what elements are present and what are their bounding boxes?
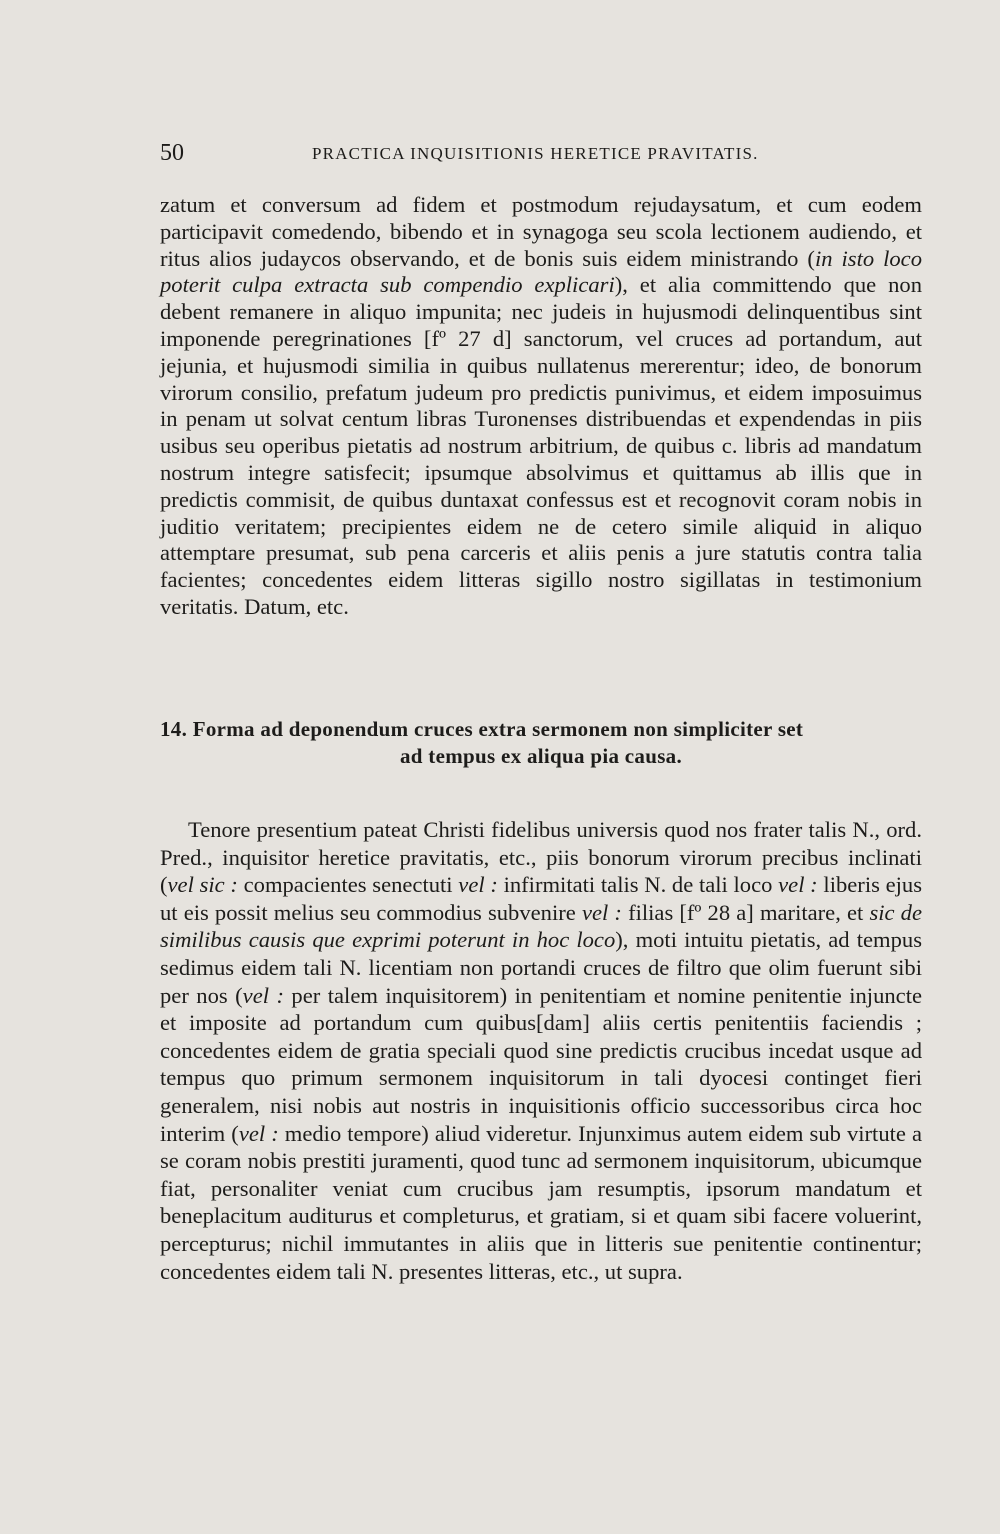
italic-instruction: vel : bbox=[238, 1120, 279, 1146]
text-run: filias [fº 28 a] maritare, et bbox=[621, 899, 870, 925]
text-run: per talem inquisitorem) in penitentiam et nomine penitentie injuncte et imposite ad portandum cum quibus[dam] aliis certis penitentiis faciendis ; concedentes eidem de gratia speciali quod sine predictis crucibus incedat usque ad tempus quo primum sermonem inquisitorum in tali dyocesi continget fieri generalem, nisi nobis aut nostris in inquisitionis officio successoribus circa hoc interim ( bbox=[160, 982, 922, 1146]
section-heading-line1: 14. Forma ad deponendum cruces extra sermonem non simpliciter set bbox=[160, 717, 804, 741]
text-run: compacientes senectuti bbox=[237, 872, 459, 898]
italic-instruction: vel : bbox=[242, 982, 284, 1008]
italic-instruction: in isto loco poterit culpa extracta sub compendio explicari bbox=[160, 245, 923, 298]
section-heading-line2: ad tempus ex aliqua pia causa. bbox=[399, 744, 683, 768]
continued-paragraph bbox=[160, 192, 922, 621]
text-run: zatum et conversum ad fidem et postmodum rejudaysatum, et cum eodem participavit comedendo, bibendo et in synagoga seu scola lectionem audiendo, et ritus alios judaycos observando, et de bonis suis eidem ministrando ( bbox=[160, 192, 922, 271]
running-head bbox=[160, 140, 920, 170]
section-paragraph bbox=[160, 816, 922, 1285]
text-run: ), et alia committendo que non debent remanere in aliquo impunita; nec judeis in hujusmodi delinquentibus sint imponende peregrinationes [fº 27 d] sanctorum, vel cruces ad portandum, aut jejunia, et hujusmodi similia in quibus nullatenus mererentur; ideo, de bonorum virorum consilio, prefatum judeum pro predictis punivimus, et eidem imposuimus in penam ut solvat centum libras Turonenses distribuendas et expendendas in piis usibus seu operibus pietatis ad nostrum arbitrium, de quibus c. libris ad mandatum nostrum integre satisfecit; ipsumque absolvimus et quittamus ab illis que in predictis commisit, de quibus duntaxat confessus est et recognovit coram nobis in juditio veritatem; precipientes eidem ne de cetero simile aliquid in aliquo attemptare presumat, sub pena carceris et aliis penis a jure statutis contra talia facientes; concedentes eidem litteras sigillo nostro sigillatas in testimonium veritatis. Datum, etc. bbox=[160, 272, 922, 619]
page-number: 50 bbox=[160, 140, 184, 166]
text-run: medio tempore) aliud videretur. Injunximus autem eidem sub virtute a se coram nobis prestiti juramenti, quod tunc ad sermonem inquisitorum, ubicumque fiat, personaliter veniat cum crucibus jam resumptis, ipsorum mandatum et beneplacitum auditurus et completurus, et gratiam, si et quam sibi facere voluerint, percepturus; nichil immutantes in aliis que in litteris sue penitentie continentur; concedentes eidem tali N. presentes litteras, etc., ut supra. bbox=[160, 1120, 922, 1284]
italic-instruction: vel : bbox=[778, 872, 818, 898]
italic-instruction: vel : bbox=[458, 872, 498, 898]
italic-instruction: vel sic : bbox=[167, 872, 238, 898]
running-title: PRACTICA INQUISITIONIS HERETICE PRAVITATIS. bbox=[312, 144, 759, 163]
italic-instruction: vel : bbox=[581, 899, 622, 925]
text-run: Tenore presentium pateat Christi fidelibus universis quod nos frater talis N., ord. Pred., inquisitor heretice pravitatis, etc., piis bonorum virorum precibus inclinati ( bbox=[160, 817, 922, 898]
text-run: infirmitati talis N. de tali loco bbox=[497, 872, 779, 898]
section-heading bbox=[160, 716, 922, 770]
text-run: ), moti intuitu pietatis, ad tempus sedimus eidem tali N. licentiam non portandi cruces de filtro que olim fuerunt sibi per nos ( bbox=[160, 927, 922, 1008]
text-run: liberis ejus ut eis possit melius seu commodius subvenire bbox=[160, 872, 923, 925]
italic-instruction: sic de similibus causis que exprimi poterunt in hoc loco bbox=[160, 899, 922, 953]
